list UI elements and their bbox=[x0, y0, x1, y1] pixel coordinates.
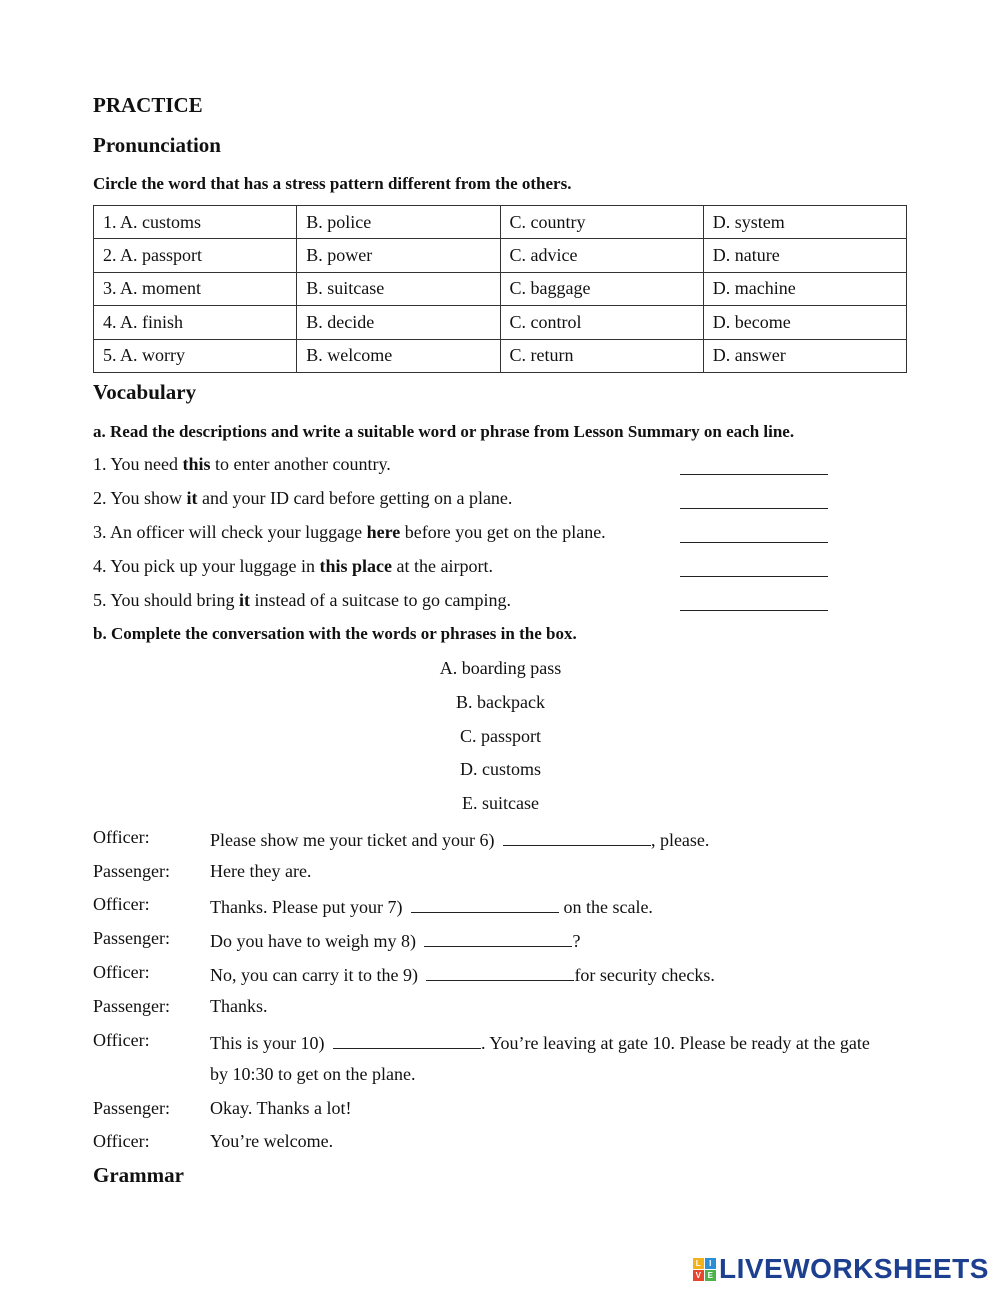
vocabulary-part-a-instruction: a. Read the descriptions and write a suitable word or phrase from Lesson Summary on each line. bbox=[93, 422, 795, 441]
dialogue-text: You’re welcome. bbox=[210, 1131, 334, 1151]
answer-blank[interactable] bbox=[680, 590, 828, 611]
speaker-label: Officer: bbox=[93, 827, 150, 847]
stress-option[interactable]: D. machine bbox=[703, 272, 906, 305]
stress-option[interactable]: 3. A. moment bbox=[94, 272, 297, 305]
speaker-label: Officer: bbox=[93, 962, 150, 982]
speaker-label: Officer: bbox=[93, 1131, 150, 1151]
stress-row bbox=[94, 206, 907, 239]
stress-row bbox=[94, 272, 907, 305]
stress-row bbox=[94, 239, 907, 272]
stress-option[interactable]: 2. A. passport bbox=[94, 239, 297, 272]
vocabulary-item bbox=[93, 522, 908, 546]
vocabulary-item bbox=[93, 454, 908, 478]
logo-mark-icon: L I V E bbox=[693, 1258, 716, 1281]
stress-option[interactable]: B. decide bbox=[297, 306, 500, 339]
stress-option[interactable]: B. power bbox=[297, 239, 500, 272]
vocabulary-item-text: 1. You need this to enter another country. bbox=[93, 454, 391, 474]
word-option: B. backpack bbox=[456, 692, 545, 712]
stress-option[interactable]: D. nature bbox=[703, 239, 906, 272]
vocabulary-item bbox=[93, 590, 908, 614]
word-option: A. boarding pass bbox=[439, 658, 562, 678]
answer-blank[interactable] bbox=[680, 488, 828, 509]
word-option: E. suitcase bbox=[462, 793, 539, 813]
dialogue-continuation: by 10:30 to get on the plane. bbox=[210, 1064, 416, 1084]
stress-option[interactable]: D. become bbox=[703, 306, 906, 339]
pronunciation-title: Pronunciation bbox=[93, 133, 221, 157]
speaker-label: Officer: bbox=[93, 894, 150, 914]
vocabulary-item bbox=[93, 556, 908, 580]
dialogue-blank[interactable] bbox=[333, 1030, 481, 1049]
speaker-label: Passenger: bbox=[93, 996, 170, 1016]
stress-option[interactable]: C. baggage bbox=[500, 272, 703, 305]
dialogue-blank[interactable] bbox=[411, 894, 559, 913]
dialogue-blank[interactable] bbox=[426, 962, 574, 981]
dialogue-blank[interactable] bbox=[503, 827, 651, 846]
word-option: D. customs bbox=[460, 759, 541, 779]
word-option: C. passport bbox=[460, 726, 541, 746]
speaker-label: Passenger: bbox=[93, 928, 170, 948]
speaker-label: Officer: bbox=[93, 1030, 150, 1050]
vocabulary-title: Vocabulary bbox=[93, 380, 197, 404]
stress-option[interactable]: C. return bbox=[500, 339, 703, 372]
vocabulary-item-text: 3. An officer will check your luggage here before you get on the plane. bbox=[93, 522, 606, 542]
dialogue-text: This is your 10) . You’re leaving at gate 10. Please be ready at the gate bbox=[210, 1030, 870, 1054]
speaker-label: Passenger: bbox=[93, 861, 170, 881]
stress-option[interactable]: C. advice bbox=[500, 239, 703, 272]
stress-option[interactable]: B. suitcase bbox=[297, 272, 500, 305]
stress-option[interactable]: 1. A. customs bbox=[94, 206, 297, 239]
stress-row bbox=[94, 339, 907, 372]
dialogue-text: Do you have to weigh my 8) ? bbox=[210, 928, 580, 952]
answer-blank[interactable] bbox=[680, 556, 828, 577]
page-heading: PRACTICE bbox=[93, 93, 203, 117]
stress-option[interactable]: C. country bbox=[500, 206, 703, 239]
stress-row bbox=[94, 306, 907, 339]
vocabulary-part-b-instruction: b. Complete the conversation with the words or phrases in the box. bbox=[93, 624, 577, 643]
dialogue-text: Please show me your ticket and your 6) , please. bbox=[210, 827, 709, 851]
stress-option[interactable]: D. system bbox=[703, 206, 906, 239]
vocabulary-item bbox=[93, 488, 908, 512]
dialogue-blank[interactable] bbox=[424, 928, 572, 947]
stress-table bbox=[93, 205, 907, 373]
stress-option[interactable]: B. welcome bbox=[297, 339, 500, 372]
answer-blank[interactable] bbox=[680, 522, 828, 543]
vocabulary-item-text: 2. You show it and your ID card before getting on a plane. bbox=[93, 488, 513, 508]
dialogue-text: No, you can carry it to the 9) for security checks. bbox=[210, 962, 715, 986]
stress-option[interactable]: 4. A. finish bbox=[94, 306, 297, 339]
stress-option[interactable]: C. control bbox=[500, 306, 703, 339]
dialogue-text: Thanks. Please put your 7) on the scale. bbox=[210, 894, 653, 918]
dialogue-text: Thanks. bbox=[210, 996, 268, 1016]
liveworksheets-logo bbox=[693, 1254, 989, 1284]
stress-option[interactable]: D. answer bbox=[703, 339, 906, 372]
stress-option[interactable]: B. police bbox=[297, 206, 500, 239]
dialogue-text: Okay. Thanks a lot! bbox=[210, 1098, 352, 1118]
grammar-title: Grammar bbox=[93, 1163, 184, 1187]
answer-blank[interactable] bbox=[680, 454, 828, 475]
logo-text: LIVEWORKSHEETS bbox=[719, 1253, 989, 1284]
pronunciation-instruction: Circle the word that has a stress pattern different from the others. bbox=[93, 174, 572, 193]
stress-option[interactable]: 5. A. worry bbox=[94, 339, 297, 372]
speaker-label: Passenger: bbox=[93, 1098, 170, 1118]
vocabulary-item-text: 4. You pick up your luggage in this place at the airport. bbox=[93, 556, 493, 576]
dialogue-text: Here they are. bbox=[210, 861, 312, 881]
vocabulary-item-text: 5. You should bring it instead of a suitcase to go camping. bbox=[93, 590, 511, 610]
